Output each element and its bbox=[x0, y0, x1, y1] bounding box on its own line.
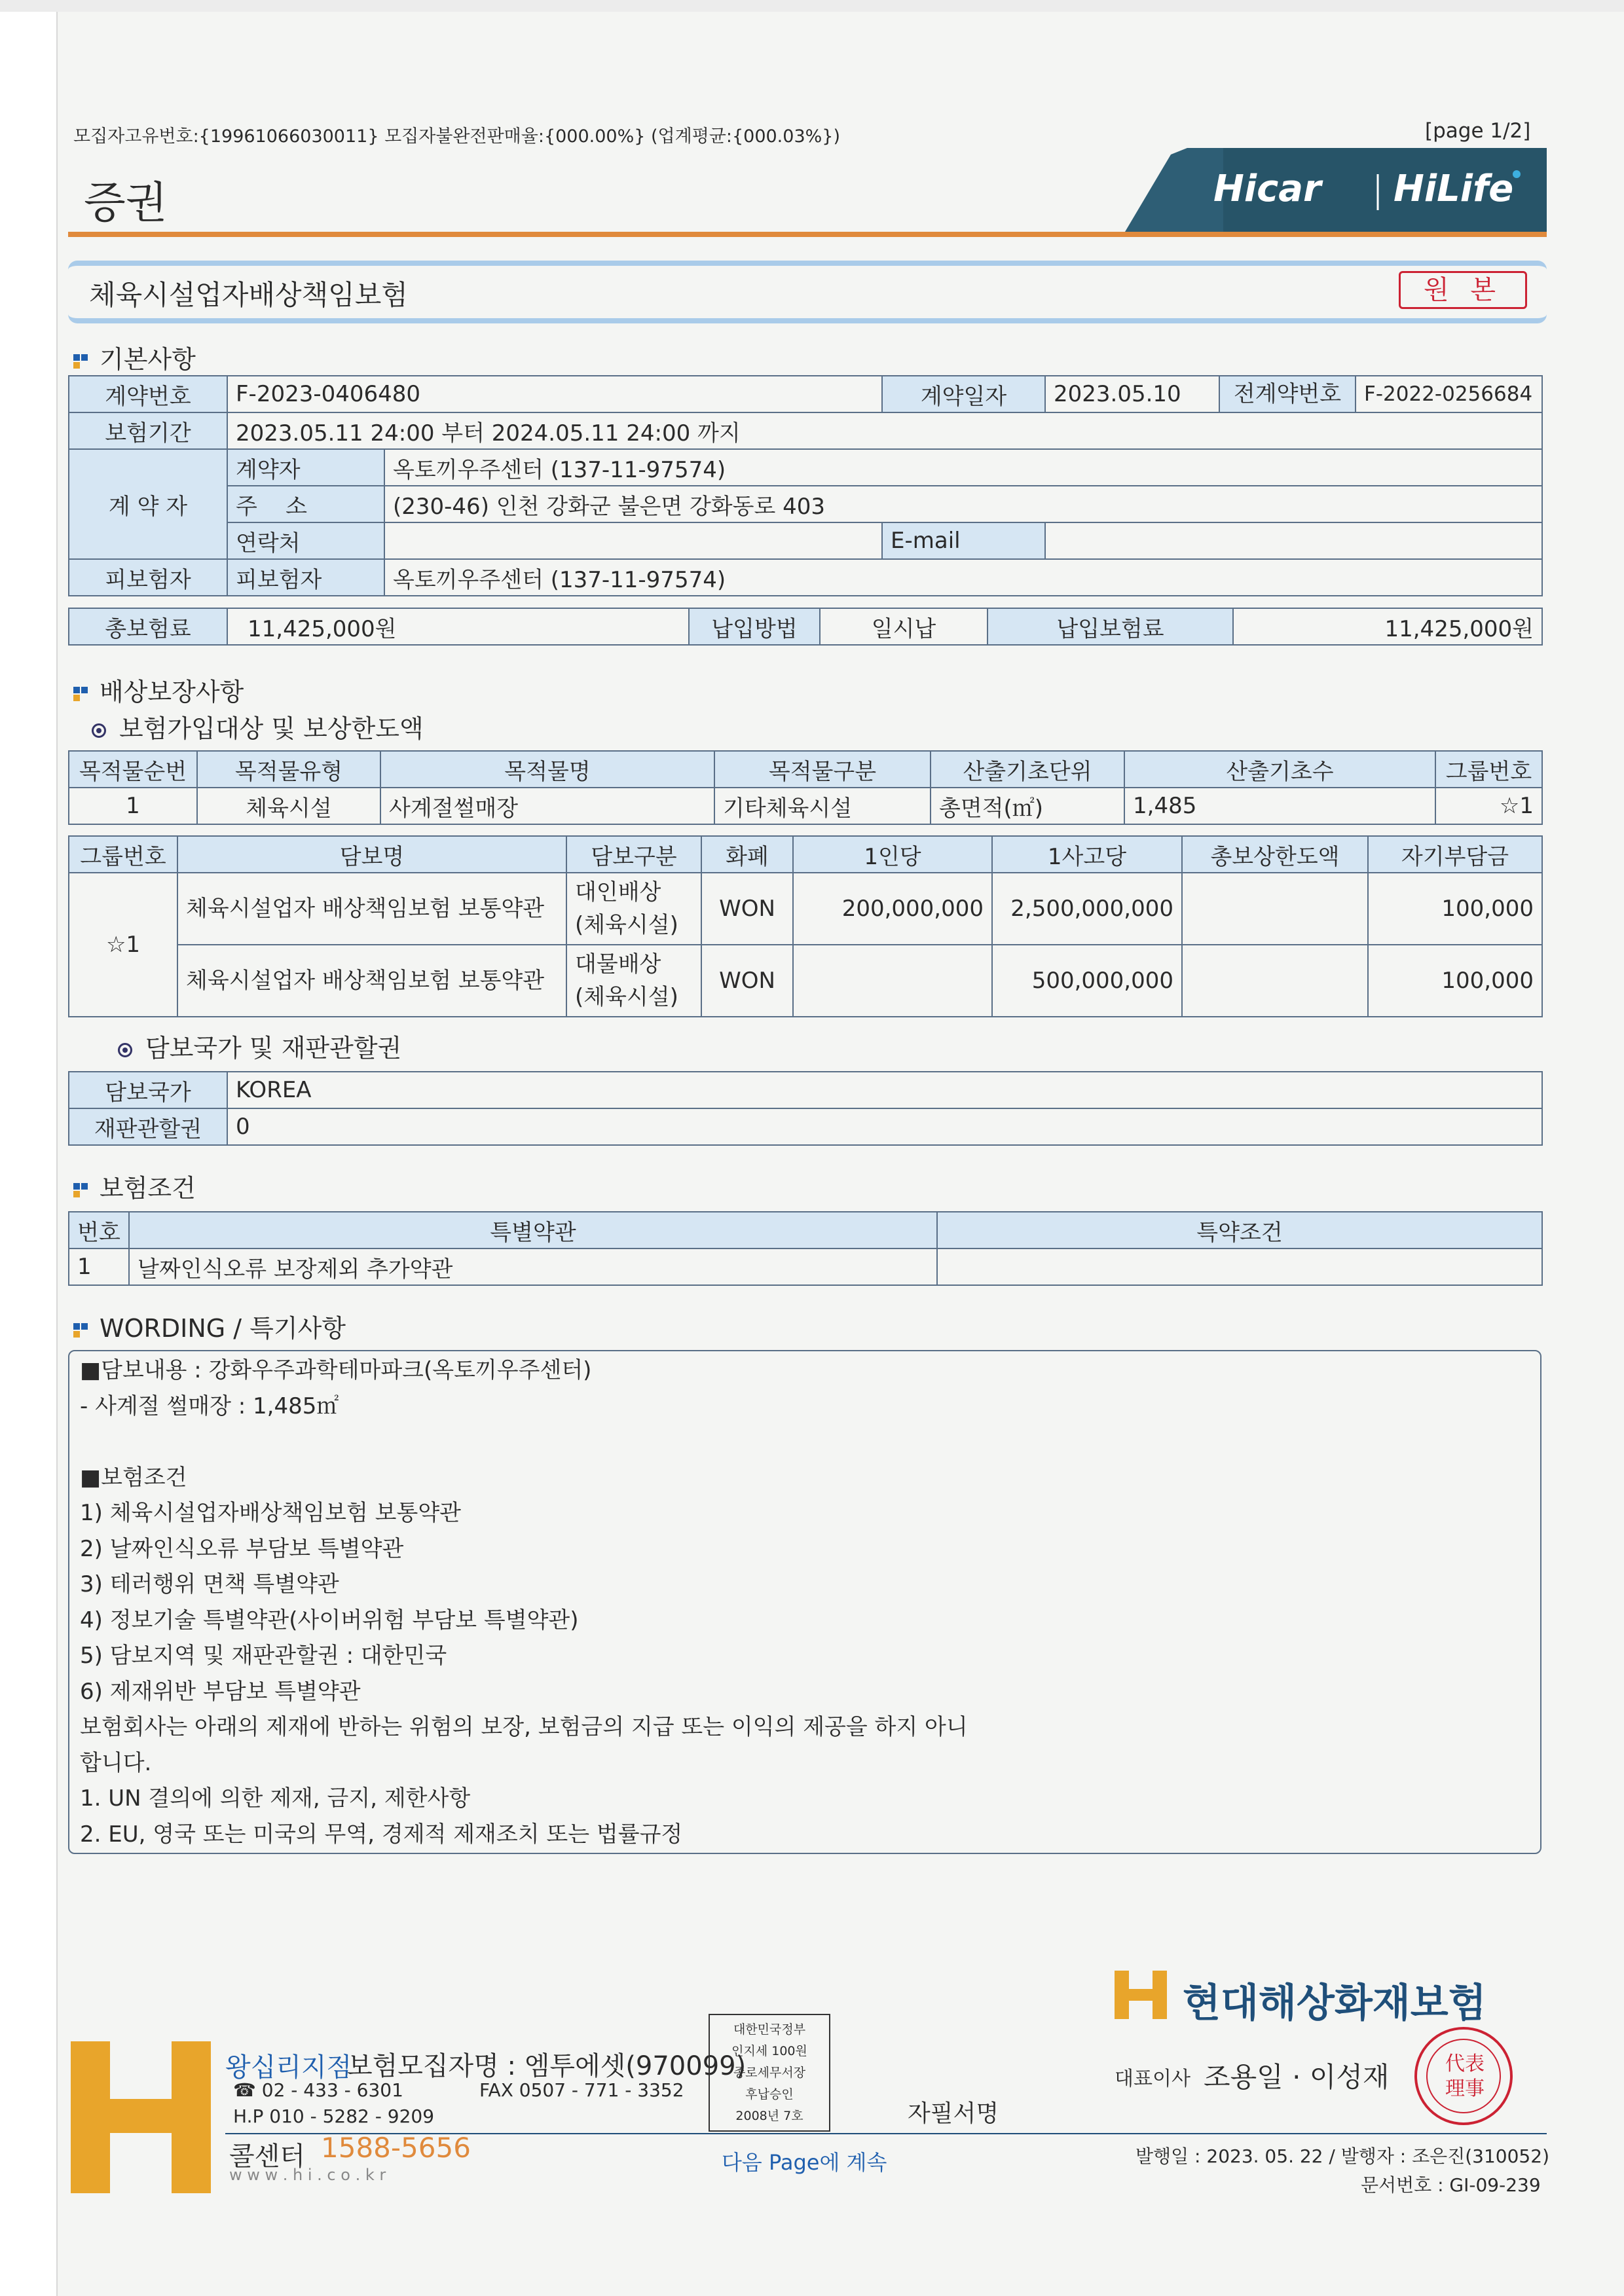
paid-premium: 11,425,000원 bbox=[1233, 608, 1542, 645]
insured-label: 피보험자 bbox=[227, 559, 384, 596]
stamp-line: 인지세 100원 bbox=[731, 2044, 807, 2058]
stamp-line: 2008년 7호 bbox=[735, 2109, 803, 2123]
limit-header: 그룹번호 bbox=[69, 836, 177, 873]
stamp-line: 대한민국정부 bbox=[733, 2022, 806, 2037]
per-accident: 2,500,000,000 bbox=[992, 873, 1182, 945]
object-header: 목적물구분 bbox=[714, 751, 931, 788]
object-cell: 총면적(㎡) bbox=[931, 788, 1124, 824]
ceo-names: 조용일 · 이성재 bbox=[1204, 2061, 1390, 2093]
header-orange-rule bbox=[68, 232, 1547, 237]
section-icon bbox=[73, 1183, 88, 1197]
scan-left-margin bbox=[0, 0, 58, 2296]
section-icon bbox=[73, 354, 88, 369]
object-cell: 사계절썰매장 bbox=[380, 788, 714, 824]
object-header: 그룹번호 bbox=[1435, 751, 1542, 788]
section-coverage-title: 배상보장사항 bbox=[73, 672, 244, 708]
contract-no-label: 계약번호 bbox=[69, 376, 227, 412]
conditions-header: 특별약관 bbox=[129, 1212, 937, 1248]
prev-no-label: 전계약번호 bbox=[1220, 376, 1356, 412]
per-person: 200,000,000 bbox=[793, 873, 992, 945]
total-limit bbox=[1182, 873, 1368, 945]
hicar-logo: Hicar bbox=[1213, 168, 1321, 210]
country: KOREA bbox=[227, 1072, 1542, 1108]
section-icon bbox=[73, 1323, 88, 1338]
contact bbox=[384, 522, 882, 559]
coverage-name: 체육시설업자 배상책임보험 보통약관 bbox=[177, 945, 566, 1017]
scan-top-edge bbox=[0, 0, 1624, 12]
brand-banner bbox=[1125, 148, 1547, 232]
object-cell: 체육시설 bbox=[197, 788, 380, 824]
contractor: 옥토끼우주센터 (137-11-97574) bbox=[384, 449, 1542, 486]
object-header: 목적물명 bbox=[380, 751, 714, 788]
bullet-icon bbox=[92, 723, 106, 738]
wording-line: 5) 담보지역 및 재판관할권 : 대한민국 bbox=[80, 1643, 447, 1669]
jurisdiction: 0 bbox=[227, 1108, 1542, 1145]
premium-table bbox=[68, 608, 1543, 646]
contact-label: 연락처 bbox=[227, 522, 384, 559]
conditions-header: 번호 bbox=[69, 1212, 129, 1248]
period-label: 보험기간 bbox=[69, 412, 227, 449]
company-seal bbox=[1414, 2027, 1513, 2125]
wording-line: 6) 제재위반 부담보 특별약관 bbox=[80, 1678, 361, 1705]
coverage-type: 대인배상 (체육시설) bbox=[566, 873, 701, 945]
limit-header: 총보상한도액 bbox=[1182, 836, 1368, 873]
footer-rule-right bbox=[1121, 2133, 1547, 2134]
wording-line: 1. UN 결의에 의한 제재, 금지, 제한사항 bbox=[80, 1785, 471, 1812]
wording-line bbox=[80, 1424, 1530, 1460]
hilife-logo: HiLife bbox=[1393, 168, 1514, 210]
object-cell: 1,485 bbox=[1124, 788, 1435, 824]
currency: WON bbox=[701, 873, 793, 945]
premium-label: 총보험료 bbox=[69, 608, 227, 645]
branch-name: 왕십리지점 bbox=[225, 2052, 352, 2083]
section-basic-title: 기본사항 bbox=[73, 339, 196, 375]
prev-no: F-2022-0256684 bbox=[1364, 382, 1533, 406]
wording-line: 합니다. bbox=[80, 1749, 152, 1776]
product-title: 체육시설업자배상책임보험 bbox=[89, 279, 408, 311]
signature-label: 자필서명 bbox=[908, 2100, 999, 2127]
jurisdiction-label: 재판관할권 bbox=[69, 1108, 227, 1145]
doc-number: 문서번호 : GI-09-239 bbox=[1361, 2174, 1541, 2196]
ceo-label: 대표이사 bbox=[1115, 2068, 1190, 2090]
wording-line: 4) 정보기술 특별약관(사이버위험 부담보 특별약관) bbox=[80, 1607, 579, 1633]
object-cell: 1 bbox=[69, 788, 197, 824]
conditions-header: 특약조건 bbox=[937, 1212, 1542, 1248]
jurisdiction-table bbox=[68, 1071, 1543, 1146]
conditions-table bbox=[68, 1211, 1543, 1286]
wording-line: 보험회사는 아래의 제재에 반하는 위험의 보장, 보험금의 지급 또는 이익의 제공을 하지 아니 bbox=[80, 1714, 968, 1740]
original-stamp: 원 본 bbox=[1399, 271, 1527, 309]
limit-header: 담보명 bbox=[177, 836, 566, 873]
page-indicator: [page 1/2] bbox=[1425, 119, 1531, 143]
per-person bbox=[793, 945, 992, 1017]
basic-info-table bbox=[68, 375, 1543, 596]
wording-line: 3) 테러행위 면책 특별약관 bbox=[80, 1571, 339, 1597]
agent-tel: ☎ 02 - 433 - 6301 bbox=[233, 2079, 403, 2101]
agent-info: 모집자고유번호:{19961066030011} 모집자불완전판매율:{000.00%} (업계평균:{000.03%}) bbox=[73, 126, 840, 147]
stamp-line: 후납승인 bbox=[745, 2087, 794, 2102]
doc-title: 증권 bbox=[84, 177, 168, 228]
email-label: E-mail bbox=[882, 522, 1045, 559]
limit-header: 담보구분 bbox=[566, 836, 701, 873]
company-name: 현대해상화재보험 bbox=[1183, 1980, 1486, 2026]
next-page-note: 다음 Page에 계속 bbox=[722, 2150, 887, 2175]
wording-line: 2. EU, 영국 또는 미국의 무역, 경제적 제재조치 또는 법률규정 bbox=[80, 1821, 683, 1848]
address-label: 주 소 bbox=[227, 486, 384, 522]
object-header: 목적물순번 bbox=[69, 751, 197, 788]
limit-header: 화폐 bbox=[701, 836, 793, 873]
section-wording-title: WORDING / 특기사항 bbox=[73, 1308, 346, 1344]
object-cell: 기타체육시설 bbox=[714, 788, 931, 824]
stamp-line: 종로세무서장 bbox=[733, 2066, 806, 2080]
deductible: 100,000 bbox=[1368, 873, 1542, 945]
email bbox=[1045, 522, 1542, 559]
premium: 11,425,000원 bbox=[227, 608, 689, 645]
section-conditions-title: 보험조건 bbox=[73, 1168, 196, 1204]
agent-h-logo-shape bbox=[71, 2041, 211, 2193]
pay-method-label: 납입방법 bbox=[689, 608, 820, 645]
total-limit bbox=[1182, 945, 1368, 1017]
contractor-group-label: 계 약 자 bbox=[69, 449, 227, 559]
agent-h-logo bbox=[71, 2041, 211, 2193]
object-header: 산출기초수 bbox=[1124, 751, 1435, 788]
deductible: 100,000 bbox=[1368, 945, 1542, 1017]
seal-text: 代表理事 bbox=[1445, 2052, 1485, 2100]
website: w w w . h i . c o . k r bbox=[229, 2166, 386, 2184]
group-no: ☆1 bbox=[69, 873, 177, 1017]
wording-line: 2) 날짜인식오류 부담보 특별약관 bbox=[80, 1535, 404, 1562]
conditions-no: 1 bbox=[69, 1248, 129, 1285]
wording-line: 1) 체육시설업자배상책임보험 보통약관 bbox=[80, 1500, 462, 1526]
contract-date-label: 계약일자 bbox=[882, 376, 1045, 412]
wording-box bbox=[68, 1350, 1541, 1854]
agent-name: 보험모집자명 : 엠투에셋(970099) bbox=[347, 2051, 747, 2081]
object-header: 산출기초단위 bbox=[931, 751, 1124, 788]
conditions-cond bbox=[937, 1248, 1542, 1285]
wording-line: ■담보내용 : 강화우주과학테마파크(옥토끼우주센터) bbox=[80, 1357, 592, 1383]
limit-header: 1사고당 bbox=[992, 836, 1182, 873]
coverage-name: 체육시설업자 배상책임보험 보통약관 bbox=[177, 873, 566, 945]
wording-line: ■보험조건 bbox=[80, 1464, 187, 1491]
pay-method: 일시납 bbox=[820, 608, 987, 645]
conditions-clause: 날짜인식오류 보장제외 추가약관 bbox=[129, 1248, 937, 1285]
country-label: 담보국가 bbox=[69, 1072, 227, 1108]
hyundai-h-logo bbox=[1115, 1971, 1167, 2019]
contractor-label: 계약자 bbox=[227, 449, 384, 486]
prev-contract-cell bbox=[1219, 376, 1542, 412]
limit-table bbox=[68, 835, 1543, 1017]
coverage-subtitle: 보험가입대상 및 보상한도액 bbox=[92, 708, 424, 744]
callcenter-number: 1588-5656 bbox=[321, 2132, 471, 2164]
period: 2023.05.11 24:00 부터 2024.05.11 24:00 까지 bbox=[227, 412, 1542, 449]
address: (230-46) 인천 강화군 불은면 강화동로 403 bbox=[384, 486, 1542, 522]
insured-group-label: 피보험자 bbox=[69, 559, 227, 596]
callcenter-label: 콜센터 bbox=[229, 2141, 305, 2172]
paid-premium-label: 납입보험료 bbox=[987, 608, 1233, 645]
contract-no: F-2023-0406480 bbox=[227, 376, 882, 412]
object-table bbox=[68, 750, 1543, 825]
agent-fax: FAX 0507 - 771 - 3352 bbox=[479, 2079, 684, 2101]
revenue-stamp-box bbox=[709, 2014, 830, 2132]
bullet-icon bbox=[118, 1043, 132, 1057]
issue-info: 발행일 : 2023. 05. 22 / 발행자 : 조은진(310052) bbox=[1135, 2145, 1549, 2167]
insured: 옥토끼우주센터 (137-11-97574) bbox=[384, 559, 1542, 596]
object-header: 목적물유형 bbox=[197, 751, 380, 788]
section-icon bbox=[73, 687, 88, 701]
currency: WON bbox=[701, 945, 793, 1017]
object-cell: ☆1 bbox=[1435, 788, 1542, 824]
jurisdiction-title: 담보국가 및 재판관할권 bbox=[118, 1028, 401, 1064]
wording-line: - 사계절 썰매장 : 1,485㎡ bbox=[80, 1393, 339, 1419]
coverage-type: 대물배상 (체육시설) bbox=[566, 945, 701, 1017]
per-accident: 500,000,000 bbox=[992, 945, 1182, 1017]
contract-date: 2023.05.10 bbox=[1045, 376, 1219, 412]
agent-hp: H.P 010 - 5282 - 9209 bbox=[233, 2105, 435, 2127]
limit-header: 1인당 bbox=[793, 836, 992, 873]
limit-header: 자기부담금 bbox=[1368, 836, 1542, 873]
hyundai-h-logo-shape bbox=[1115, 1971, 1167, 2019]
